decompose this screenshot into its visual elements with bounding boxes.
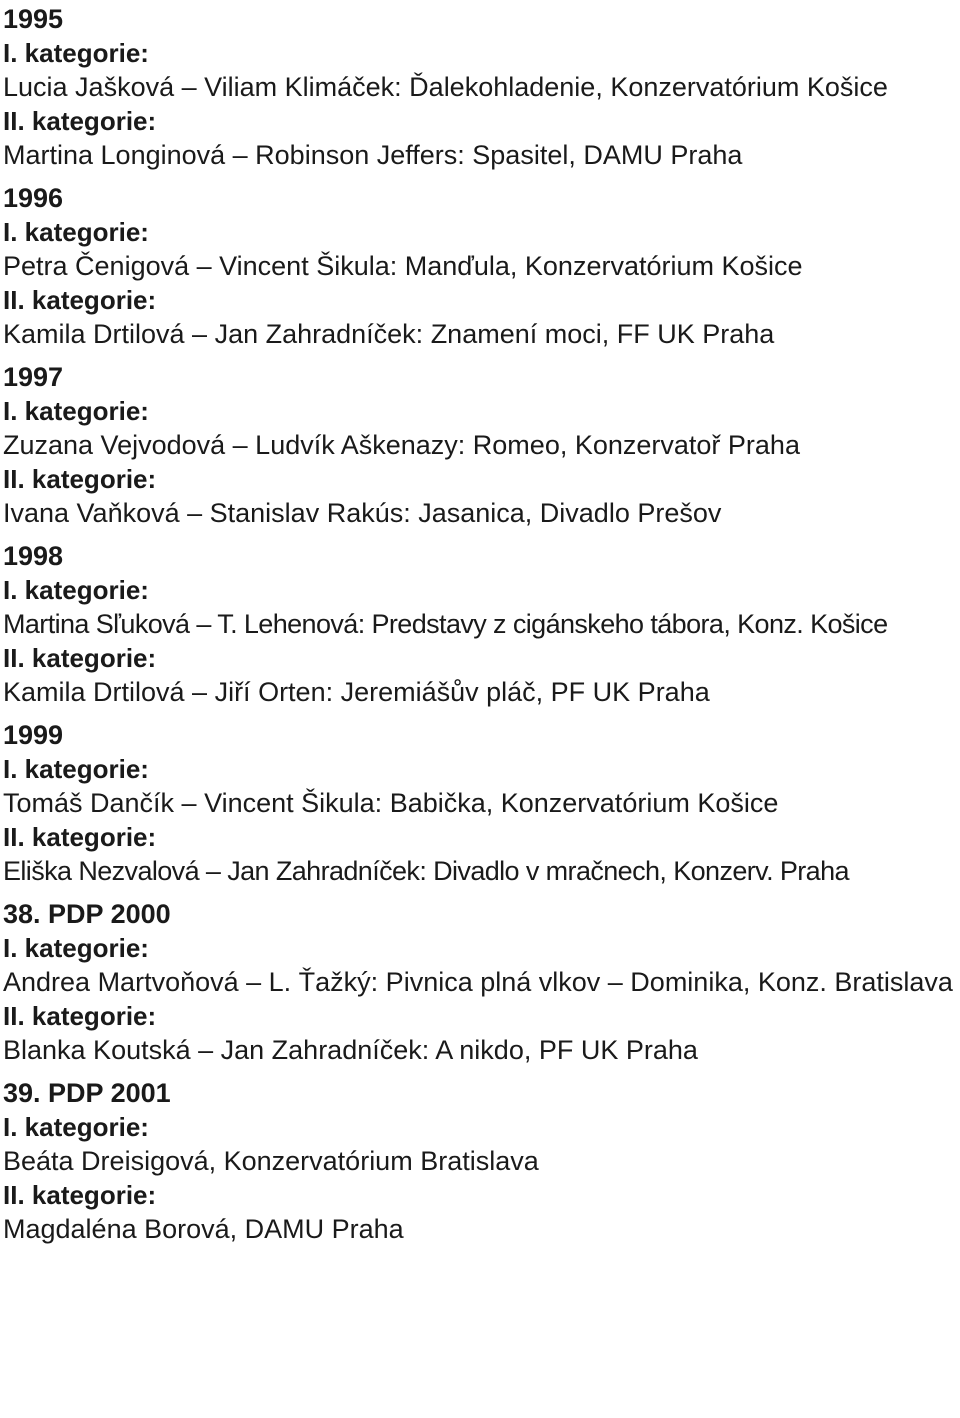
year-heading: 1999 bbox=[3, 720, 64, 750]
category-entry: Zuzana Vejvodová – Ludvík Aškenazy: Romeo, Konzervatoř Praha bbox=[3, 430, 800, 460]
category-label: I. kategorie: bbox=[3, 38, 149, 68]
year-block-1996 bbox=[3, 181, 960, 351]
category-entry: Eliška Nezvalová – Jan Zahradníček: Divadlo v mračnech, Konzerv. Praha bbox=[3, 856, 849, 886]
category-label: II. kategorie: bbox=[3, 106, 157, 136]
category-label: I. kategorie: bbox=[3, 217, 149, 247]
category-label: I. kategorie: bbox=[3, 754, 149, 784]
category-entry: Kamila Drtilová – Jiří Orten: Jeremiášův pláč, PF UK Praha bbox=[3, 677, 710, 707]
year-block-2001 bbox=[3, 1076, 960, 1246]
year-heading: 38. PDP 2000 bbox=[3, 899, 171, 929]
category-label: II. kategorie: bbox=[3, 822, 157, 852]
year-heading: 1997 bbox=[3, 362, 64, 392]
category-entry: Ivana Vaňková – Stanislav Rakús: Jasanica, Divadlo Prešov bbox=[3, 498, 722, 528]
category-label: II. kategorie: bbox=[3, 1180, 157, 1210]
category-label: II. kategorie: bbox=[3, 464, 157, 494]
category-entry: Kamila Drtilová – Jan Zahradníček: Znamení moci, FF UK Praha bbox=[3, 319, 775, 349]
category-entry: Martina Sľuková – T. Lehenová: Predstavy z cigánskeho tábora, Konz. Košice bbox=[3, 609, 888, 639]
year-heading: 39. PDP 2001 bbox=[3, 1078, 171, 1108]
category-label: I. kategorie: bbox=[3, 1112, 149, 1142]
year-block-1995 bbox=[3, 2, 960, 172]
category-entry: Tomáš Dančík – Vincent Šikula: Babička, Konzervatórium Košice bbox=[3, 788, 779, 818]
year-block-1998 bbox=[3, 539, 960, 709]
category-entry: Martina Longinová – Robinson Jeffers: Spasitel, DAMU Praha bbox=[3, 140, 743, 170]
category-entry: Petra Čenigová – Vincent Šikula: Manďula, Konzervatórium Košice bbox=[3, 251, 803, 281]
category-label: II. kategorie: bbox=[3, 1001, 157, 1031]
year-block-1999 bbox=[3, 718, 960, 888]
category-entry: Magdaléna Borová, DAMU Praha bbox=[3, 1214, 404, 1244]
category-label: II. kategorie: bbox=[3, 643, 157, 673]
category-entry: Beáta Dreisigová, Konzervatórium Bratislava bbox=[3, 1146, 539, 1176]
year-heading: 1995 bbox=[3, 4, 64, 34]
category-entry: Andrea Martvoňová – L. Ťažký: Pivnica plná vlkov – Dominika, Konz. Bratislava bbox=[3, 967, 953, 997]
category-entry: Lucia Jašková – Viliam Klimáček: Ďalekohladenie, Konzervatórium Košice bbox=[3, 72, 888, 102]
category-label: I. kategorie: bbox=[3, 396, 149, 426]
document-page bbox=[0, 2, 960, 1418]
year-block-1997 bbox=[3, 360, 960, 530]
category-label: I. kategorie: bbox=[3, 933, 149, 963]
year-heading: 1996 bbox=[3, 183, 64, 213]
year-heading: 1998 bbox=[3, 541, 64, 571]
category-entry: Blanka Koutská – Jan Zahradníček: A nikdo, PF UK Praha bbox=[3, 1035, 698, 1065]
category-label: II. kategorie: bbox=[3, 285, 157, 315]
year-block-2000 bbox=[3, 897, 960, 1067]
category-label: I. kategorie: bbox=[3, 575, 149, 605]
